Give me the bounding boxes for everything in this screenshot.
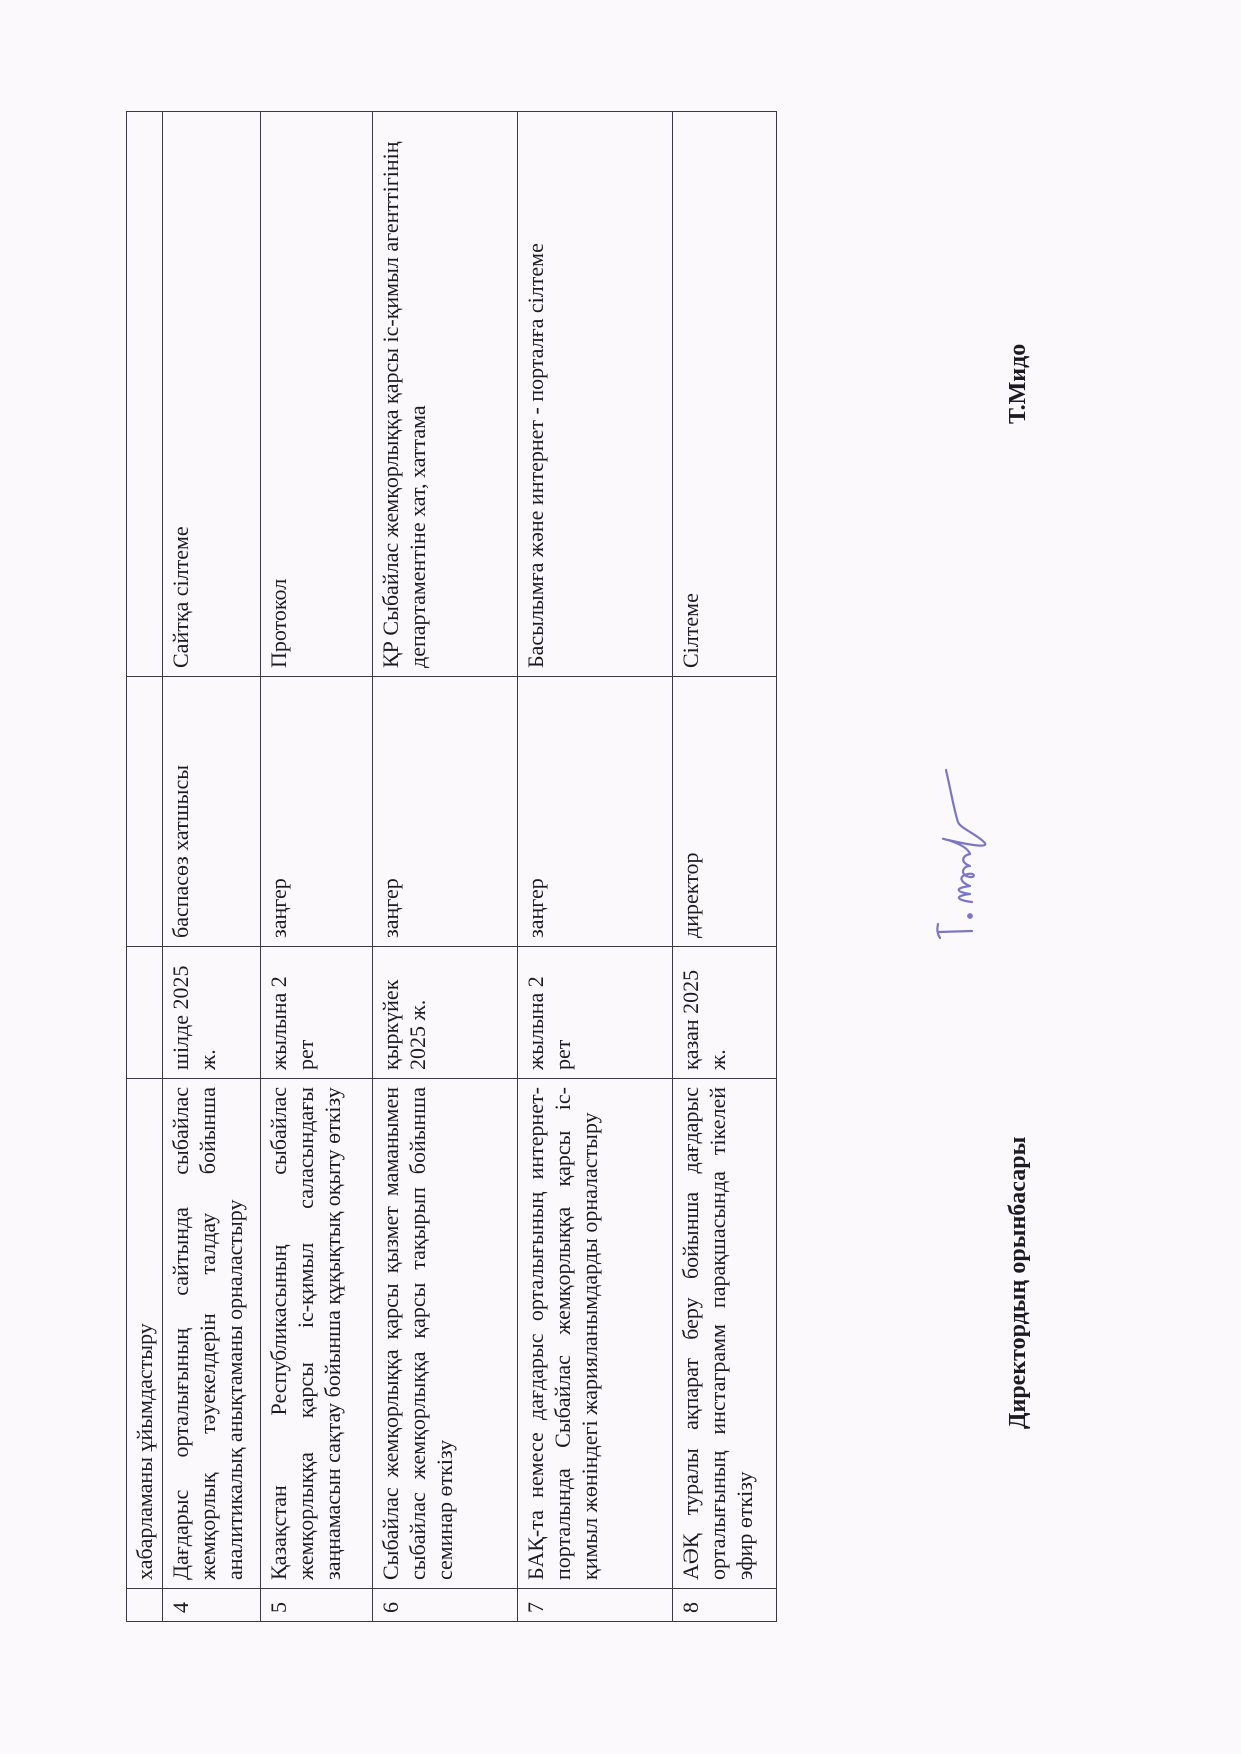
- row-number: 4: [163, 1589, 261, 1622]
- table-row: [261, 112, 373, 1622]
- table-row: [673, 112, 777, 1622]
- row-term: [127, 947, 163, 1079]
- row-event: хабарламаны ұйымдастыру: [127, 1079, 163, 1589]
- row-number: 6: [373, 1589, 518, 1622]
- row-term: жылына 2 рет: [261, 947, 373, 1079]
- table-row: [373, 112, 518, 1622]
- signature-name: Т.Мидо: [1005, 343, 1031, 424]
- row-result: Протокол: [261, 112, 373, 677]
- row-term: шілде 2025 ж.: [163, 947, 261, 1079]
- table-row: [127, 112, 163, 1622]
- row-number: 7: [518, 1589, 673, 1622]
- row-responsible: заңгер: [373, 677, 518, 947]
- row-event: БАҚ-та немесе дағдарыс орталығының интернет-порталында Сыбайлас жемқорлыққа қарсы іс-қимыл жөніндегі жарияланымдарды орналастыру: [518, 1079, 673, 1589]
- row-term: қазан 2025 ж.: [673, 947, 777, 1079]
- row-event: АӘҚ туралы ақпарат беру бойынша дағдарыс орталығының инстаграмм парақшасында тікелей эфир өткізу: [673, 1079, 777, 1589]
- signature-position: Директордың орынбасары: [1005, 1136, 1031, 1429]
- row-number: 5: [261, 1589, 373, 1622]
- row-result: ҚР Сыбайлас жемқорлыққа қарсы іс-қимыл агенттігінің департаментіне хат, хаттама: [373, 112, 518, 677]
- row-result: [127, 112, 163, 677]
- row-responsible: директор: [673, 677, 777, 947]
- table-row: [163, 112, 261, 1622]
- row-number: [127, 1589, 163, 1622]
- row-result: Сайтқа сілтеме: [163, 112, 261, 677]
- row-result: Басылымға және интернет - порталға сілтеме: [518, 112, 673, 677]
- row-term: қыркүйек 2025 ж.: [373, 947, 518, 1079]
- row-responsible: баспасөз хатшысы: [163, 677, 261, 947]
- row-term: жылына 2 рет: [518, 947, 673, 1079]
- plan-table: [126, 111, 777, 1622]
- row-event: Сыбайлас жемқорлыққа қарсы қызмет маманымен сыбайлас жемқорлыққа қарсы тақырып бойынша семинар өткізу: [373, 1079, 518, 1589]
- row-event: Қазақстан Республикасының сыбайлас жемқорлыққа қарсы іс-қимыл саласындағы заңнамасын сақтау бойынша құқықтық оқыту өткізу: [261, 1079, 373, 1589]
- row-responsible: заңгер: [518, 677, 673, 947]
- row-event: Дағдарыс орталығының сайтында сыбайлас жемқорлық тәуекелдерін талдау бойынша аналитикалық анықтаманы орналастыру: [163, 1079, 261, 1589]
- row-responsible: [127, 677, 163, 947]
- row-responsible: заңгер: [261, 677, 373, 947]
- row-number: 8: [673, 1589, 777, 1622]
- table-row: [518, 112, 673, 1622]
- row-result: Сілтеме: [673, 112, 777, 677]
- handwritten-signature: [920, 706, 1000, 946]
